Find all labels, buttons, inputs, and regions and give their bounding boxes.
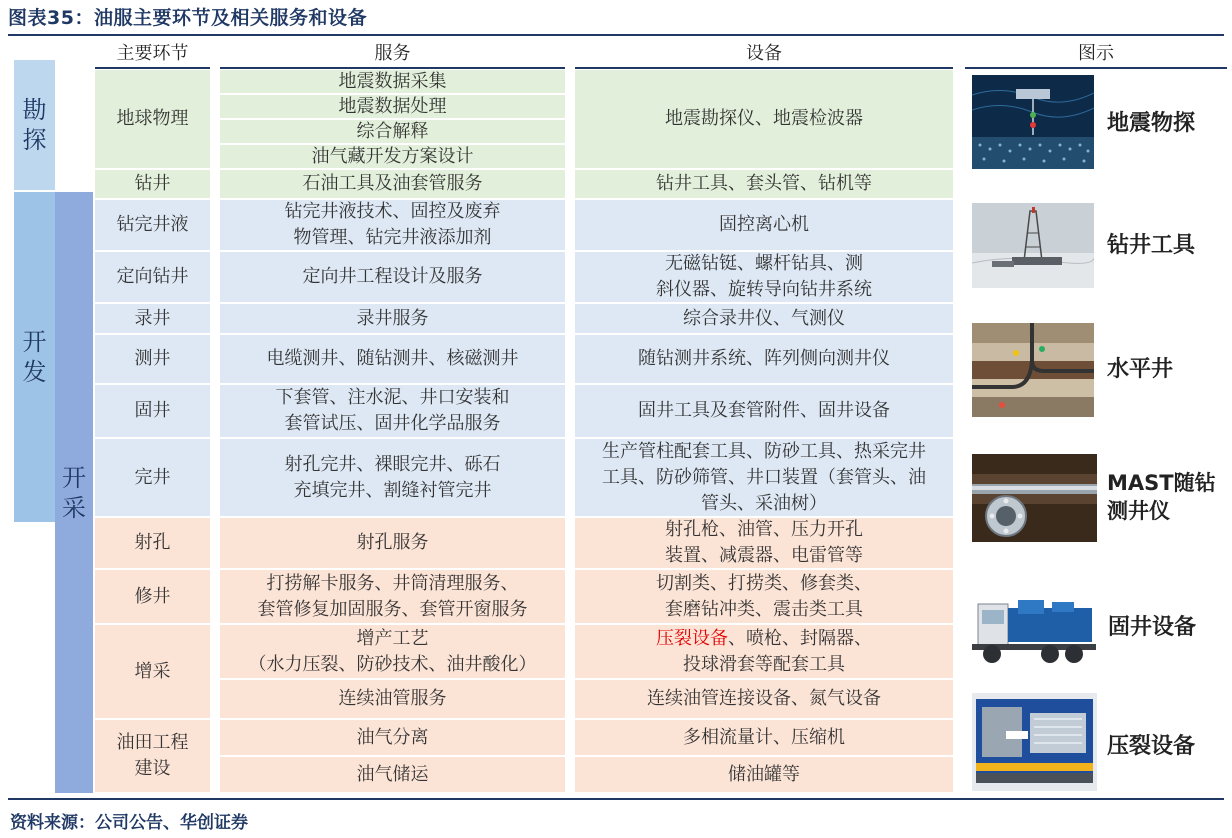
- row-completion-service: 射孔完井、裸眼完井、砾石 充填完井、割缝衬管完井: [220, 439, 565, 516]
- row-logging-equipment: 随钻测井系统、阵列侧向测井仪: [575, 335, 953, 383]
- row-completion-equipment: 生产管柱配套工具、防砂工具、热采完井 工具、防砂筛管、井口装置（套管头、油 管头、采油树）: [575, 439, 953, 516]
- row-oilfield-name: 油田工程 建设: [95, 720, 210, 792]
- row-drilling-service: 石油工具及油套管服务: [220, 170, 565, 198]
- row-mudlogging-service: 录井服务: [220, 304, 565, 333]
- row-drilling-name: 钻井: [95, 170, 210, 198]
- row-geophysics-equipment: 地震勘探仪、地震检波器: [575, 70, 953, 168]
- row-oilfield-service-a: 油气分离: [220, 720, 565, 755]
- row-logging-name: 测井: [95, 335, 210, 383]
- row-logging-service: 电缆测井、随钻测井、核磁测井: [220, 335, 565, 383]
- row-fluids-service: 钻完井液技术、固控及废弃 物管理、钻完井液添加剂: [220, 200, 565, 250]
- footer-rule: [8, 798, 1224, 800]
- row-cementing-name: 固井: [95, 385, 210, 437]
- header-stage: 主要环节: [116, 43, 189, 64]
- stage-production: 开 采: [55, 192, 93, 793]
- row-drilling-equipment: 钻井工具、套头管、钻机等: [575, 170, 953, 198]
- header-equipment: 设备: [746, 43, 782, 64]
- row-completion-name: 完井: [95, 439, 210, 516]
- row-workover-name: 修井: [95, 570, 210, 623]
- row-stimulation-service: 增产工艺 （水力压裂、防砂技术、油井酸化）: [220, 625, 565, 678]
- row-mudlogging-equipment: 综合录井仪、气测仪: [575, 304, 953, 333]
- stage-development: 开 发: [14, 192, 55, 522]
- seismic-image: [972, 75, 1094, 169]
- row-geophysics-service-3: 综合解释: [220, 120, 565, 143]
- row-workover-service: 打捞解卡服务、井筒清理服务、 套管修复加固服务、套管开窗服务: [220, 570, 565, 623]
- header-line-stage: [95, 67, 210, 69]
- header-service: 服务: [374, 43, 411, 64]
- row-oilfield-service-b: 油气储运: [220, 757, 565, 792]
- row-stimulation-equipment: 压裂设备、喷枪、封隔器、 投球滑套等配套工具: [575, 625, 953, 678]
- row-mudlogging-name: 录井: [95, 304, 210, 333]
- row-geophysics-service-2: 地震数据处理: [220, 95, 565, 118]
- caption-cementing: 固井设备: [1108, 615, 1197, 640]
- caption-seismic: 地震物探: [1107, 111, 1196, 136]
- row-stimulation-name: 增采: [95, 625, 210, 718]
- header-line-illustration: [965, 67, 1227, 69]
- title-rule: [8, 34, 1224, 36]
- row-coiled-tubing-equipment: 连续油管连接设备、氮气设备: [575, 680, 953, 718]
- row-perforation-equipment: 射孔枪、油管、压力开孔 装置、减震器、电雷管等: [575, 518, 953, 568]
- figure-title: 图表35：油服主要环节及相关服务和设备: [8, 7, 367, 29]
- horizontal-well-image: [972, 323, 1094, 417]
- row-directional-name: 定向钻井: [95, 252, 210, 302]
- row-oilfield-equipment-a: 多相流量计、压缩机: [575, 720, 953, 755]
- row-fluids-name: 钻完井液: [95, 200, 210, 250]
- caption-fracturing: 压裂设备: [1107, 734, 1196, 759]
- row-directional-service: 定向井工程设计及服务: [220, 252, 565, 302]
- cementing-truck-image: [972, 588, 1098, 670]
- row-coiled-tubing-service: 连续油管服务: [220, 680, 565, 718]
- stage-exploration: 勘 探: [14, 60, 55, 190]
- fracturing-equipment-highlight: 压裂设备: [656, 627, 728, 649]
- row-geophysics-service-4: 油气藏开发方案设计: [220, 145, 565, 168]
- row-oilfield-equipment-b: 储油罐等: [575, 757, 953, 792]
- row-workover-equipment: 切割类、打捞类、修套类、 套磨钻冲类、震击类工具: [575, 570, 953, 623]
- header-line-equipment: [575, 67, 953, 69]
- source-note: 资料来源：公司公告、华创证券: [10, 813, 248, 833]
- row-geophysics-name: 地球物理: [95, 70, 210, 168]
- row-cementing-service: 下套管、注水泥、井口安装和 套管试压、固井化学品服务: [220, 385, 565, 437]
- drilling-rig-image: [972, 203, 1094, 288]
- fracturing-equipment-image: [972, 693, 1097, 791]
- row-fluids-equipment: 固控离心机: [575, 200, 953, 250]
- caption-horizontal: 水平井: [1107, 357, 1174, 382]
- row-perforation-name: 射孔: [95, 518, 210, 568]
- row-geophysics-service-1: 地震数据采集: [220, 70, 565, 93]
- row-directional-equipment: 无磁钻铤、螺杆钻具、测 斜仪器、旋转导向钻井系统: [575, 252, 953, 302]
- header-illustration: 图示: [1078, 43, 1114, 64]
- caption-drilltool: 钻井工具: [1107, 233, 1196, 258]
- row-perforation-service: 射孔服务: [220, 518, 565, 568]
- caption-mast: MAST随钻 测井仪: [1107, 471, 1216, 523]
- mast-tool-image: [972, 454, 1097, 542]
- row-cementing-equipment: 固井工具及套管附件、固井设备: [575, 385, 953, 437]
